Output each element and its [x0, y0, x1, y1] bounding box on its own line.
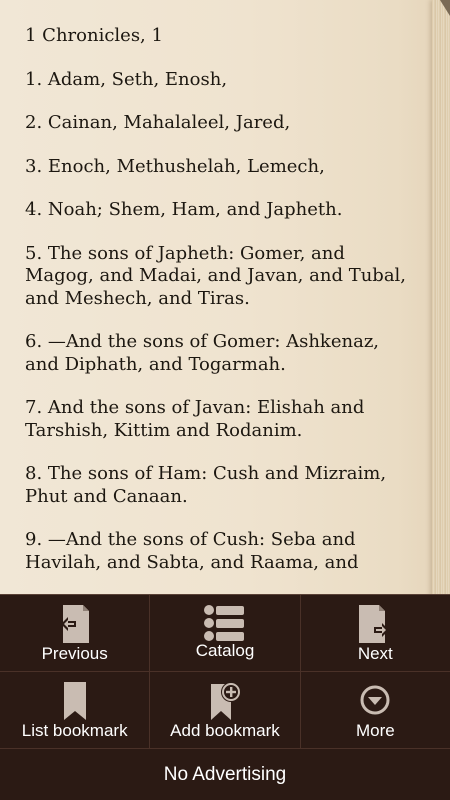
verse-1: 1. Adam, Seth, Enosh,	[25, 68, 228, 90]
catalog-button[interactable]	[150, 595, 300, 671]
more-label: More	[355, 721, 395, 740]
verse-4: 4. Noah; Shem, Ham, and Japheth.	[25, 199, 343, 220]
more-button[interactable]	[301, 672, 450, 748]
verse-5: 5. The sons of Japheth: Gomer, and Magog, and Madai, and Javan, and Tubal, and Meshech, and Tiras.	[25, 242, 407, 309]
verse-6: 6. —And the sons of Gomer: Ashkenaz, and Diphath, and Togarmah.	[25, 331, 380, 375]
previous-label: Previous	[41, 644, 108, 663]
reader-text	[25, 25, 415, 595]
bookmark-add-icon	[207, 680, 243, 726]
verse-9: 9. —And the sons of Cush: Seba and Havilah, and Sabta, and Raama, and	[25, 529, 359, 573]
add-bookmark-button[interactable]	[150, 672, 300, 748]
page-arrow-left-icon	[54, 603, 96, 649]
next-label: Next	[357, 644, 393, 663]
page-corner	[440, 0, 450, 16]
verse-3: 3. Enoch, Methushelah, Lemech,	[25, 155, 325, 177]
list-icon	[203, 603, 247, 647]
previous-button[interactable]	[0, 595, 150, 671]
bottom-menu	[0, 594, 450, 800]
list-bookmark-label: List bookmark	[21, 721, 128, 740]
menu-row-2	[0, 672, 450, 749]
verse-7: 7. And the sons of Javan: Elishah and Tarshish, Kittim and Rodanim.	[25, 397, 365, 441]
add-bookmark-label: Add bookmark	[170, 721, 280, 740]
bookmark-icon	[60, 680, 90, 726]
page-arrow-right-icon	[354, 603, 396, 649]
next-button[interactable]	[301, 595, 450, 671]
catalog-label: Catalog	[195, 641, 255, 660]
no-advertising-button[interactable]: No Advertising	[163, 764, 287, 785]
chapter-heading: 1 Chronicles, 1	[25, 25, 163, 46]
verse-2: 2. Cainan, Mahalaleel, Jared,	[25, 112, 291, 133]
verse-8: 8. The sons of Ham: Cush and Mizraim, Phut and Canaan.	[25, 463, 387, 507]
chevron-down-circle-icon	[359, 684, 391, 720]
menu-row-1	[0, 595, 450, 672]
list-bookmark-button[interactable]	[0, 672, 150, 748]
